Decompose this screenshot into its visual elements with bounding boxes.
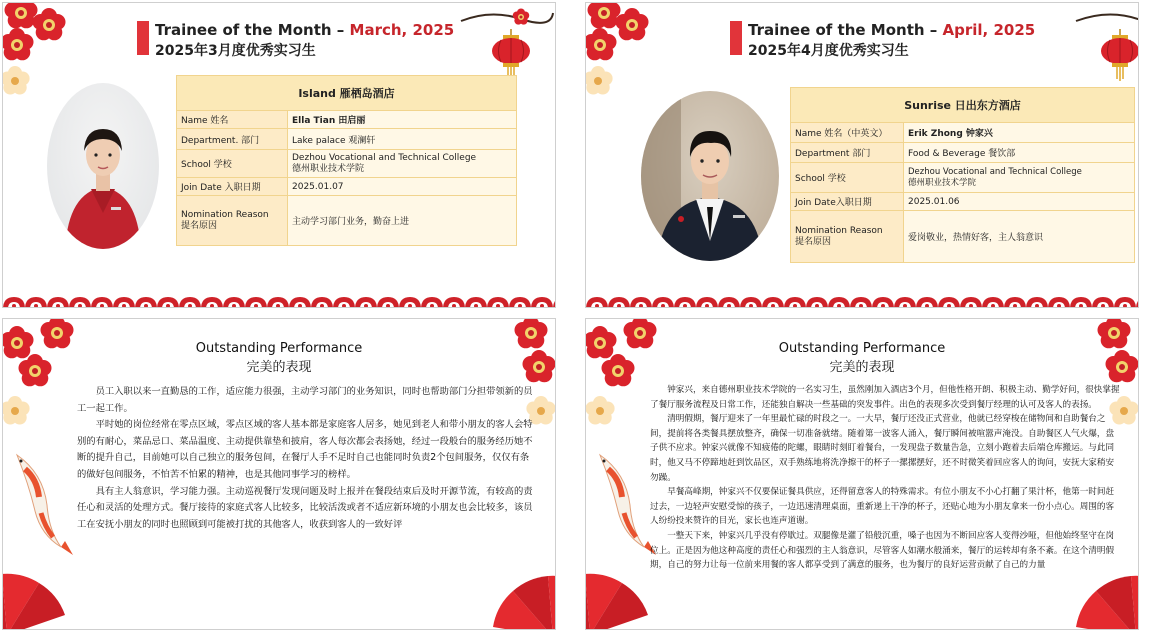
nomination-reason-label: Nomination Reason 提名原因: [177, 196, 288, 246]
card-title-chinese: 2025年3月度优秀实习生: [155, 43, 316, 59]
performance-paragraph: 一整天下来，钟家兴几乎没有停歇过。双腿像是灌了铅般沉重，嗓子也因为不断回应客人变得沙哑，但他始终坚守在岗位上。正是因为他这种高度的责任心和强烈的主人翁意识，尽管客人如潮水般涌来，餐厅的运转却有条不紊。在这个清明假期，自己的努力让每一位前来用餐的客人都享受到了满意的服务，也为餐厅的良好运营贡献了自己的力量: [650, 530, 1115, 571]
card-title: Trainee of the Month – April, 2025: [748, 21, 1036, 39]
performance-title: Outstanding Performance: [195, 341, 363, 356]
performance-paragraph: 早餐高峰期，钟家兴不仅要保证餐具供应，还得留意客人的特殊需求。有位小朋友不小心打翻了果汁杯，他第一时间赶过去，一边轻声安慰受惊的孩子，一边迅速清理桌面，重新递上干净的杯子，还贴心地为小朋友拿来一份小点心。周围的客人纷纷投来赞许的目光，家长也连声道谢。: [650, 487, 1115, 527]
join-date-label: Join Date入职日期: [791, 193, 904, 211]
lantern-decoration: [1068, 3, 1139, 93]
nomination-reason-value: 主动学习部门业务，勤奋上进: [288, 196, 517, 246]
koi-fish-decoration: [3, 449, 83, 559]
performance-paragraph: 员工入职以来一直勤恳的工作，适应能力很强，主动学习部门的业务知识，同时也帮助部门分担带领新的员工一起工作。: [77, 386, 533, 414]
hotel-name: Island 雁栖岛酒店: [177, 76, 517, 111]
april-trainee-card: [585, 2, 1139, 308]
name-label: Name 姓名（中英文）: [791, 123, 904, 143]
performance-subtitle: 完美的表现: [246, 360, 312, 375]
performance-title: Outstanding Performance: [778, 341, 946, 356]
school-value: Dezhou Vocational and Technical College 德州职业技术学院: [904, 163, 1135, 193]
red-fan-decoration: [457, 555, 556, 630]
department-value: Food & Beverage 餐饮部: [904, 143, 1135, 163]
performance-text: [650, 383, 1120, 573]
performance-paragraph: 平时她的岗位经常在零点区域，零点区域的客人基本都是家庭客人居多，她见到老人和带小朋友的客人会特别的有耐心，菜品忌口、菜品温度、主动提供靠垫和披肩，客人每次都会表扬她，经过一段般台的服务经历她不断的提升自己，目前她可以自己独立的服务包间，在餐厅人手不足时自己也能同时负责2个包间服务，仅仅有条的做好包间服务，不怕苦不怕累的精神，也是其他同事学习的榜样。: [77, 419, 533, 480]
cloud-border-decoration: [586, 293, 1138, 308]
department-label: Department 部门: [791, 143, 904, 163]
nomination-reason-label: Nomination Reason 提名原因: [791, 211, 904, 263]
card-title-chinese: 2025年4月度优秀实习生: [748, 43, 909, 59]
march-trainee-card: [2, 2, 556, 308]
performance-text: [77, 384, 537, 533]
trainee-info-table: [176, 75, 517, 246]
title-accent-bar: [137, 21, 149, 55]
performance-subtitle: 完美的表现: [829, 360, 895, 375]
trainee-photo: [47, 83, 159, 249]
cloud-border-decoration: [3, 293, 555, 308]
school-label: School 学校: [177, 150, 288, 178]
school-value: Dezhou Vocational and Technical College 德州职业技术学院: [288, 150, 517, 178]
hotel-name: Sunrise 日出东方酒店: [791, 88, 1135, 123]
april-performance-card: [585, 318, 1139, 630]
trainee-info-table: [790, 87, 1135, 263]
performance-paragraph: 具有主人翁意识，学习能力强。主动巡视餐厅发现问题及时上报并在餐段结束后及时开源节流，有较高的责任心和灵活的处理方式。餐厅接待的家庭式客人比较多，比较活泼或者不适应新环境的小朋友也会比较多，该员工在安抚小朋友的同时也照顾到可能被打扰的其他客人，收获到客人的一致好评: [77, 485, 533, 530]
march-performance-card: [2, 318, 556, 630]
red-fan-decoration: [3, 555, 103, 630]
join-date-label: Join Date 入职日期: [177, 178, 288, 196]
join-date-value: 2025.01.06: [904, 193, 1135, 211]
card-title: Trainee of the Month – March, 2025: [155, 21, 455, 39]
performance-paragraph: 钟家兴，来自德州职业技术学院的一名实习生，虽然刚加入酒店3个月，但他性格开朗、积极主动、勤学好问，很快掌握了餐厅服务流程及日常工作，还能独自解决一些基础的突发事件。出色的表现多次受到餐厅经理的认可及客人的表扬。: [650, 385, 1120, 410]
school-label: School 学校: [791, 163, 904, 193]
trainee-photo: [641, 91, 779, 261]
title-accent-bar: [730, 21, 742, 55]
plum-blossom-decoration: [586, 3, 676, 113]
department-value: Lake palace 观澜轩: [288, 129, 517, 150]
performance-paragraph: 清明假期，餐厅迎来了一年里最忙碌的时段之一。一大早，餐厅还没正式营业，他就已经穿梭在储物间和自助餐台之间，提前将各类餐具摆放整齐，确保一切准备就绪。随着第一波客人涌入，餐厅瞬间被喧嚣声淹没。自助餐区人气火爆，盘子供不应求。钟家兴就像不知疲倦的陀螺，眼睛时刻盯着餐台，一发现盘子数量告急，立刻小跑着去后端仓库搬运。与此同时，他又马不停蹄地赶到饮品区，双手熟练地将洗净擦干的杯子一摞摞摆好，还不时微笑着回应客人的询问，安抚大家稍安勿躁。: [650, 414, 1115, 483]
nomination-reason-value: 爱岗敬业，热情好客，主人翁意识: [904, 211, 1135, 263]
name-value: Erik Zhong 钟家兴: [904, 123, 1135, 143]
name-label: Name 姓名: [177, 111, 288, 129]
join-date-value: 2025.01.07: [288, 178, 517, 196]
department-label: Department. 部门: [177, 129, 288, 150]
name-value: Ella Tian 田启丽: [288, 111, 517, 129]
